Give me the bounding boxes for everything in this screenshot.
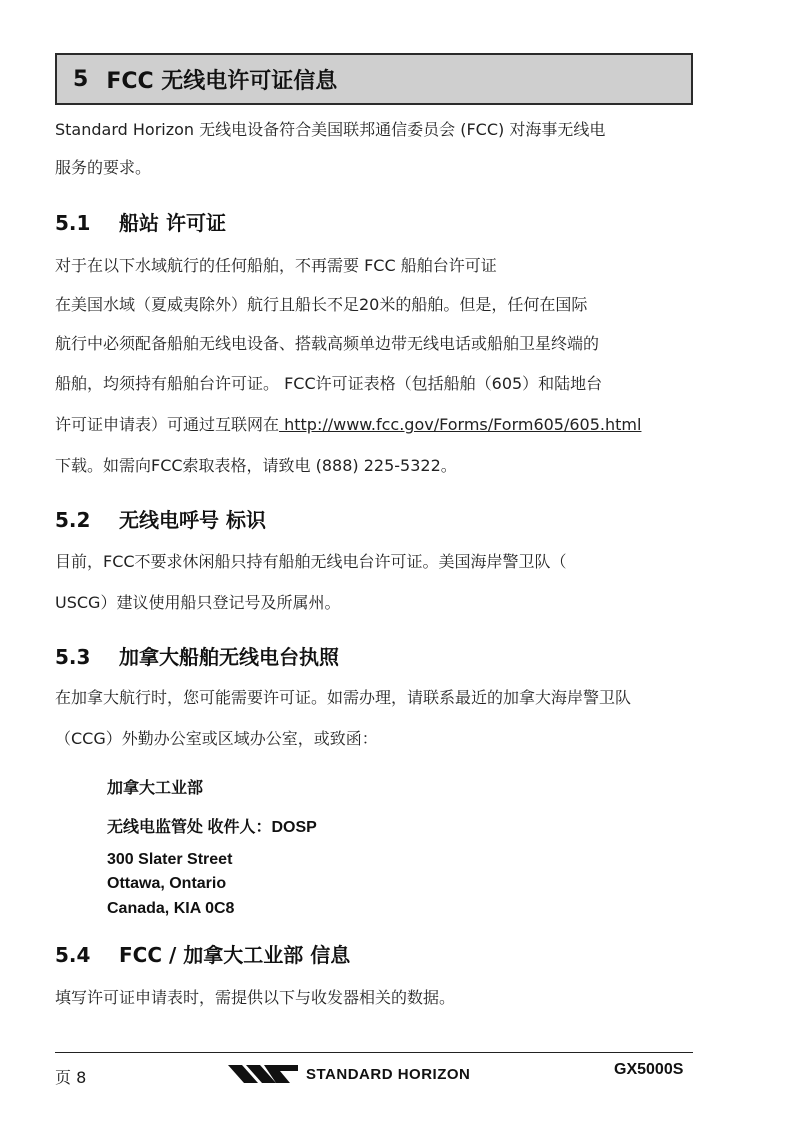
s53-line-2: （CCG）外勤办公室或区域办公室，或致函： — [55, 729, 378, 748]
s51-line-1: 对于在以下水域航行的任何船舶，不再需要 FCC 船舶台许可证 — [55, 256, 497, 275]
section-5-3-heading — [55, 645, 339, 669]
s52-line-1: 目前，FCC不要求休闲船只持有船舶无线电台许可证。美国海岸警卫队（ — [55, 552, 567, 571]
section-title: 船站 许可证 — [119, 211, 226, 235]
chapter-heading — [55, 53, 693, 105]
section-title: FCC / 加拿大工业部 信息 — [119, 943, 351, 967]
intro-line-2: 服务的要求。 — [55, 158, 152, 177]
s53-line-1: 在加拿大航行时，您可能需要许可证。如需办理，请联系最近的加拿大海岸警卫队 — [55, 688, 632, 707]
address-line-4: Ottawa, Ontario — [107, 875, 227, 892]
fcc-forms-link[interactable]: http://www.fcc.gov/Forms/Form605/605.html — [279, 415, 642, 434]
standard-horizon-chevron-logo-icon — [228, 1063, 298, 1085]
s52-line-2: USCG）建议使用船只登记号及所属州。 — [55, 593, 341, 612]
address-line-1: 加拿大工业部 — [107, 780, 204, 797]
s51-line-6: 下载。如需向FCC索取表格，请致电 (888) 225-5322。 — [55, 456, 457, 475]
s51-line-3: 航行中必须配备船舶无线电设备、搭载高频单边带无线电话或船舶卫星终端的 — [55, 334, 600, 353]
s51-line-2: 在美国水域（夏威夷除外）航行且船长不足20米的船舶。但是，任何在国际 — [55, 295, 588, 314]
model-number: GX5000S — [614, 1061, 684, 1078]
s51-line-5 — [55, 415, 641, 435]
section-5-2-heading — [55, 508, 266, 532]
chapter-number: 5 — [73, 66, 89, 92]
section-5-1-heading — [55, 211, 226, 235]
section-number: 5.1 — [55, 211, 91, 235]
address-line-5: Canada, KIA 0C8 — [107, 900, 235, 917]
section-5-4-heading — [55, 943, 350, 967]
s51-line-4: 船舶，均须持有船舶台许可证。 FCC许可证表格（包括船舶（605）和陆地台 — [55, 374, 603, 393]
section-title: 无线电呼号 标识 — [119, 508, 266, 532]
intro-line-1: Standard Horizon 无线电设备符合美国联邦通信委员会 (FCC) 对海事无线电 — [55, 120, 606, 139]
page-number: 页 8 — [55, 1068, 87, 1087]
chapter-title: FCC 无线电许可证信息 — [106, 68, 338, 94]
s51-url-prefix: 许可证申请表）可通过互联网在 — [55, 415, 280, 434]
footer-divider — [55, 1052, 693, 1053]
brand-logo — [228, 1062, 470, 1086]
brand-name: STANDARD HORIZON — [306, 1065, 471, 1083]
s54-line-1: 填写许可证申请表时，需提供以下与收发器相关的数据。 — [55, 988, 456, 1007]
address-line-3: 300 Slater Street — [107, 851, 233, 868]
section-title: 加拿大船舶无线电台执照 — [119, 645, 339, 669]
section-number: 5.3 — [55, 645, 91, 669]
section-number: 5.2 — [55, 508, 91, 532]
address-line-2: 无线电监管处 收件人：DOSP — [107, 819, 317, 836]
section-number: 5.4 — [55, 943, 91, 967]
